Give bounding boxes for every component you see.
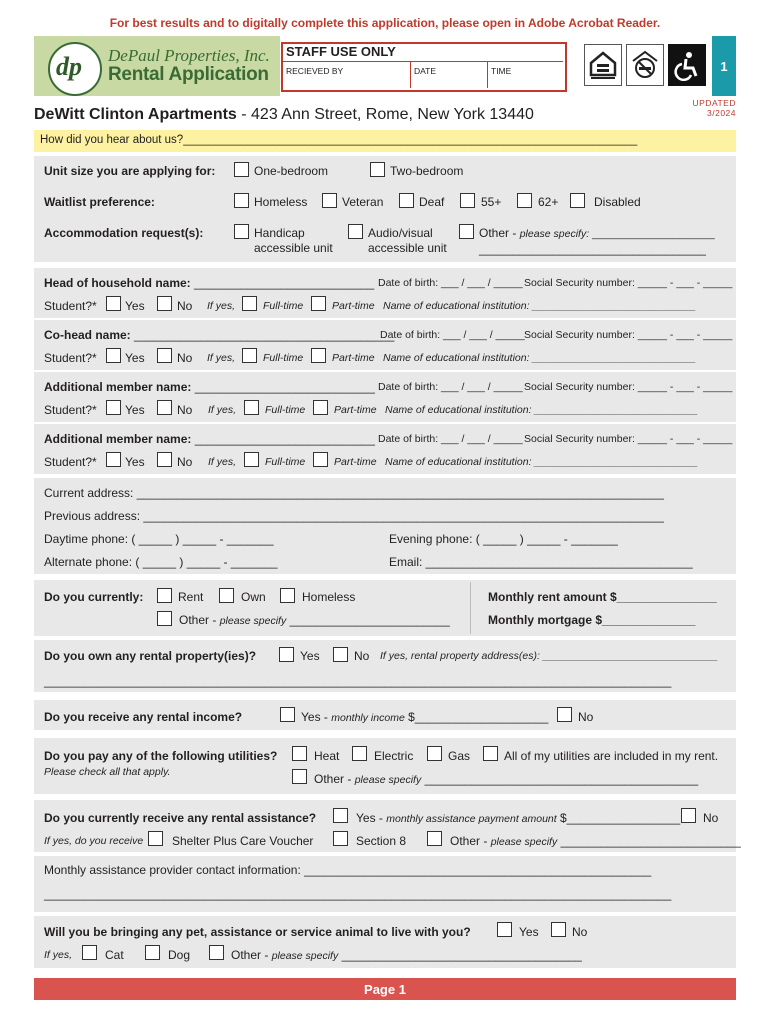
hear-about-field[interactable]: How did you hear about us?_______________________________________________________________________ bbox=[40, 134, 638, 146]
one-bedroom-label: One-bedroom bbox=[254, 164, 329, 178]
fulltime-label: Full-time bbox=[263, 352, 304, 364]
student-label: Student?* bbox=[44, 455, 97, 469]
dob-field[interactable]: Date of birth: ___ / ___ / _____ bbox=[380, 329, 525, 341]
shelter-plus-label: Shelter Plus Care Voucher bbox=[172, 834, 314, 848]
currently-label: Do you currently: bbox=[44, 590, 144, 604]
other-line: ________________________ bbox=[286, 613, 450, 627]
student-no-checkbox[interactable] bbox=[157, 400, 172, 415]
pets-label: Will you be bringing any pet, assistance or service animal to live with you? bbox=[44, 925, 471, 939]
audio-visual-checkbox[interactable] bbox=[348, 224, 363, 239]
dob-field[interactable]: Date of birth: ___ / ___ / _____ bbox=[378, 433, 523, 445]
utilities-instruction: Please check all that apply. bbox=[44, 766, 171, 778]
fulltime-checkbox[interactable] bbox=[244, 452, 259, 467]
student-yes-label: Yes bbox=[125, 403, 145, 417]
member-name-label: Co-head name: bbox=[44, 328, 131, 342]
assistance-yes-line: $_________________ bbox=[556, 811, 681, 825]
fulltime-checkbox[interactable] bbox=[242, 348, 257, 363]
updated-label bbox=[672, 98, 736, 118]
page-footer: Page 1 bbox=[34, 978, 736, 1000]
other-hint: please specify: bbox=[519, 228, 590, 240]
parttime-label: Part-time bbox=[334, 404, 377, 416]
assistance-type-label: If yes, do you receive bbox=[44, 835, 144, 847]
student-no-checkbox[interactable] bbox=[157, 348, 172, 363]
other-hint: please specify bbox=[354, 774, 422, 786]
student-yes-checkbox[interactable] bbox=[106, 452, 121, 467]
electric-checkbox[interactable] bbox=[352, 746, 367, 761]
email-field[interactable]: Email: ________________________________________ bbox=[389, 555, 693, 569]
homeless-waitlist-checkbox[interactable] bbox=[234, 193, 249, 208]
page-number-tab: 1 bbox=[712, 36, 736, 96]
student-yes-label: Yes bbox=[125, 455, 145, 469]
student-no-label: No bbox=[177, 403, 193, 417]
if-yes-label: If yes, bbox=[208, 404, 237, 416]
other-prefix: Other - bbox=[314, 772, 355, 786]
other-line: _____________________ bbox=[589, 228, 715, 240]
assistance-yes-field[interactable] bbox=[356, 811, 680, 825]
other-line: ____________________________________ bbox=[338, 948, 582, 962]
other-line: ___________________________ bbox=[557, 834, 741, 848]
student-no-checkbox[interactable] bbox=[157, 452, 172, 467]
income-yes-line: $____________________ bbox=[404, 710, 549, 724]
student-no-label: No bbox=[177, 299, 193, 313]
accommodation-label: Accommodation request(s): bbox=[44, 226, 204, 240]
deaf-checkbox[interactable] bbox=[399, 193, 414, 208]
other-prefix: Other - bbox=[179, 613, 220, 627]
member-name-field[interactable] bbox=[44, 276, 374, 290]
updated-date: 3/2024 bbox=[707, 108, 736, 118]
student-label: Student?* bbox=[44, 351, 97, 365]
rental-assistance-label: Do you currently receive any rental assistance? bbox=[44, 811, 317, 825]
gas-checkbox[interactable] bbox=[427, 746, 442, 761]
currently-other-field[interactable] bbox=[179, 613, 450, 627]
acrobat-notice: For best results and to digitally complete this application, please open in Adobe Acrobat Reader. bbox=[109, 16, 661, 30]
electric-label: Electric bbox=[374, 749, 414, 763]
handicap-label: Handicap bbox=[254, 226, 305, 240]
property-address-line-2[interactable]: ______________________________________________________________________________________________ bbox=[44, 674, 672, 688]
two-bedroom-checkbox[interactable] bbox=[370, 162, 385, 177]
member-name-line: _______________________________________ bbox=[130, 328, 395, 342]
school-field[interactable]: Name of educational institution: ____________________________ bbox=[385, 404, 698, 416]
pets-yes-label: Yes bbox=[519, 925, 539, 939]
one-bedroom-checkbox[interactable] bbox=[234, 162, 249, 177]
rental-income-label: Do you receive any rental income? bbox=[44, 710, 243, 724]
gas-label: Gas bbox=[448, 749, 471, 763]
accessibility-icon bbox=[668, 44, 706, 86]
staff-divider-v2 bbox=[487, 62, 488, 88]
other-prefix: Other - bbox=[231, 948, 272, 962]
evening-phone-field[interactable]: Evening phone: ( _____ ) _____ - _______ bbox=[389, 532, 618, 546]
previous-address-field[interactable]: Previous address: ______________________________________________________________________________ bbox=[44, 509, 664, 523]
income-no-label: No bbox=[578, 710, 594, 724]
homeless-label: Homeless bbox=[302, 590, 356, 604]
heat-label: Heat bbox=[314, 749, 340, 763]
dog-checkbox[interactable] bbox=[145, 945, 160, 960]
shelter-plus-checkbox[interactable] bbox=[148, 831, 163, 846]
accommodation-other-line-2[interactable]: __________________________________ bbox=[479, 242, 706, 256]
member-name-field[interactable] bbox=[44, 328, 394, 342]
assistance-no-checkbox[interactable] bbox=[681, 808, 696, 823]
housing-divider bbox=[470, 582, 471, 634]
property-address-line: ______________________________ bbox=[539, 650, 719, 662]
other-prefix: Other - bbox=[479, 226, 520, 240]
member-name-label: Additional member name: bbox=[44, 380, 192, 394]
rent-checkbox[interactable] bbox=[157, 588, 172, 603]
property-no-checkbox[interactable] bbox=[333, 647, 348, 662]
provider-contact-line-2[interactable]: ______________________________________________________________________________________________ bbox=[44, 887, 672, 901]
income-yes-hint: monthly income bbox=[331, 712, 405, 724]
audio-visual-label-2: accessible unit bbox=[368, 241, 447, 255]
cat-checkbox[interactable] bbox=[82, 945, 97, 960]
pets-other-field[interactable] bbox=[231, 948, 582, 962]
deaf-label: Deaf bbox=[419, 195, 445, 209]
dob-field[interactable]: Date of birth: ___ / ___ / _____ bbox=[378, 277, 523, 289]
property-no-label: No bbox=[354, 649, 370, 663]
ssn-field[interactable]: Social Security number: _____ - ___ - _____ bbox=[524, 433, 733, 445]
received-by-label: RECIEVED BY bbox=[286, 66, 344, 76]
provider-contact-field[interactable]: Monthly assistance provider contact information: ____________________________________________________ bbox=[44, 863, 652, 877]
student-no-label: No bbox=[177, 455, 193, 469]
staff-divider-v1 bbox=[410, 62, 411, 88]
student-no-checkbox[interactable] bbox=[157, 296, 172, 311]
pets-yes-checkbox[interactable] bbox=[497, 922, 512, 937]
utilities-label: Do you pay any of the following utilities? bbox=[44, 749, 278, 763]
pets-other-checkbox[interactable] bbox=[209, 945, 224, 960]
handicap-label-2: accessible unit bbox=[254, 241, 333, 255]
ssn-field[interactable]: Social Security number: _____ - ___ - _____ bbox=[524, 381, 733, 393]
member-name-field[interactable] bbox=[44, 432, 375, 446]
parttime-checkbox[interactable] bbox=[311, 296, 326, 311]
heat-checkbox[interactable] bbox=[292, 746, 307, 761]
if-yes-label: If yes, bbox=[207, 352, 236, 364]
all-included-label: All of my utilities are included in my rent. bbox=[504, 749, 719, 763]
company-name: DePaul Properties, Inc. bbox=[108, 46, 270, 65]
member-name-label: Additional member name: bbox=[44, 432, 192, 446]
accommodation-other-checkbox[interactable] bbox=[459, 224, 474, 239]
rent-label: Rent bbox=[178, 590, 204, 604]
own-checkbox[interactable] bbox=[219, 588, 234, 603]
staff-divider bbox=[283, 61, 563, 62]
school-field[interactable]: Name of educational institution: ____________________________ bbox=[383, 352, 696, 364]
dob-field[interactable]: Date of birth: ___ / ___ / _____ bbox=[378, 381, 523, 393]
fulltime-label: Full-time bbox=[263, 300, 304, 312]
other-hint: please specify bbox=[271, 950, 339, 962]
member-name-line: ___________________________ bbox=[191, 380, 375, 394]
student-yes-checkbox[interactable] bbox=[106, 400, 121, 415]
alternate-phone-field[interactable]: Alternate phone: ( _____ ) _____ - _______ bbox=[44, 555, 278, 569]
all-included-checkbox[interactable] bbox=[483, 746, 498, 761]
cat-label: Cat bbox=[105, 948, 124, 962]
property-address-field[interactable] bbox=[380, 650, 718, 662]
accommodation-other-field[interactable] bbox=[479, 226, 715, 240]
veteran-label: Veteran bbox=[342, 195, 384, 209]
pets-no-label: No bbox=[572, 925, 588, 939]
student-yes-checkbox[interactable] bbox=[106, 296, 121, 311]
monthly-mortgage-field[interactable]: Monthly mortgage $______________ bbox=[488, 613, 696, 627]
section-8-label: Section 8 bbox=[356, 834, 407, 848]
section-8-checkbox[interactable] bbox=[333, 831, 348, 846]
age-55-label: 55+ bbox=[481, 195, 502, 209]
parttime-checkbox[interactable] bbox=[311, 348, 326, 363]
no-smoking-icon bbox=[626, 44, 664, 86]
waitlist-label: Waitlist preference: bbox=[44, 195, 155, 209]
other-hint: please specify bbox=[219, 615, 287, 627]
property-address-hint: If yes, rental property address(es): bbox=[380, 650, 540, 662]
income-yes-prefix: Yes - bbox=[301, 710, 332, 724]
ssn-field[interactable]: Social Security number: _____ - ___ - _____ bbox=[524, 329, 733, 341]
other-hint: please specify bbox=[490, 836, 558, 848]
veteran-checkbox[interactable] bbox=[322, 193, 337, 208]
member-name-line: ___________________________ bbox=[190, 276, 375, 290]
staff-use-title: STAFF USE ONLY bbox=[286, 44, 396, 59]
own-label: Own bbox=[241, 590, 266, 604]
parttime-label: Part-time bbox=[332, 300, 375, 312]
assistance-yes-prefix: Yes - bbox=[356, 811, 387, 825]
rental-property-label: Do you own any rental property(ies)? bbox=[44, 649, 257, 663]
other-line: _________________________________________ bbox=[421, 772, 699, 786]
student-no-label: No bbox=[177, 351, 193, 365]
income-yes-checkbox[interactable] bbox=[280, 707, 295, 722]
logo-lettering: dp bbox=[56, 52, 82, 81]
student-label: Student?* bbox=[44, 403, 97, 417]
member-name-label: Head of household name: bbox=[44, 276, 191, 290]
income-no-checkbox[interactable] bbox=[557, 707, 572, 722]
student-yes-label: Yes bbox=[125, 351, 145, 365]
property-address: - 423 Ann Street, Rome, New York 13440 bbox=[236, 106, 534, 123]
time-label: TIME bbox=[491, 66, 512, 76]
equal-housing-icon bbox=[584, 44, 622, 86]
current-address-field[interactable]: Current address: _______________________________________________________________________________ bbox=[44, 486, 664, 500]
assistance-yes-hint: monthly assistance payment amount bbox=[386, 813, 557, 825]
currently-other-checkbox[interactable] bbox=[157, 611, 172, 626]
property-heading bbox=[34, 106, 534, 124]
income-yes-field[interactable] bbox=[301, 710, 548, 724]
utilities-other-checkbox[interactable] bbox=[292, 769, 307, 784]
assistance-other-checkbox[interactable] bbox=[427, 831, 442, 846]
student-yes-checkbox[interactable] bbox=[106, 348, 121, 363]
disabled-checkbox[interactable] bbox=[570, 193, 585, 208]
fulltime-label: Full-time bbox=[265, 404, 306, 416]
fulltime-checkbox[interactable] bbox=[242, 296, 257, 311]
age-62-label: 62+ bbox=[538, 195, 559, 209]
property-name: DeWitt Clinton Apartments bbox=[34, 106, 237, 123]
parttime-label: Part-time bbox=[332, 352, 375, 364]
housing-status-section bbox=[34, 580, 736, 636]
school-field[interactable]: Name of educational institution: ____________________________ bbox=[385, 456, 698, 468]
daytime-phone-field[interactable]: Daytime phone: ( _____ ) _____ - _______ bbox=[44, 532, 274, 546]
student-label: Student?* bbox=[44, 299, 97, 313]
school-field[interactable]: Name of educational institution: ____________________________ bbox=[383, 300, 696, 312]
fulltime-checkbox[interactable] bbox=[244, 400, 259, 415]
member-name-line: ___________________________ bbox=[191, 432, 375, 446]
member-name-field[interactable] bbox=[44, 380, 375, 394]
age-55-checkbox[interactable] bbox=[460, 193, 475, 208]
property-yes-checkbox[interactable] bbox=[279, 647, 294, 662]
pets-no-checkbox[interactable] bbox=[551, 922, 566, 937]
if-yes-label: If yes, bbox=[207, 300, 236, 312]
parttime-checkbox[interactable] bbox=[313, 400, 328, 415]
two-bedroom-label: Two-bedroom bbox=[390, 164, 464, 178]
disabled-label: Disabled bbox=[594, 195, 641, 209]
dog-label: Dog bbox=[168, 948, 191, 962]
property-yes-label: Yes bbox=[300, 649, 320, 663]
form-title: Rental Application bbox=[108, 64, 269, 85]
other-prefix: Other - bbox=[450, 834, 491, 848]
fulltime-label: Full-time bbox=[265, 456, 306, 468]
pets-if-yes-label: If yes, bbox=[44, 949, 73, 961]
utilities-other-field[interactable] bbox=[314, 772, 698, 786]
monthly-rent-field[interactable]: Monthly rent amount $_______________ bbox=[488, 590, 717, 604]
parttime-checkbox[interactable] bbox=[313, 452, 328, 467]
date-label: DATE bbox=[414, 66, 437, 76]
ssn-field[interactable]: Social Security number: _____ - ___ - _____ bbox=[524, 277, 733, 289]
assistance-yes-checkbox[interactable] bbox=[333, 808, 348, 823]
homeless-waitlist-label: Homeless bbox=[254, 195, 308, 209]
homeless-checkbox[interactable] bbox=[280, 588, 295, 603]
student-yes-label: Yes bbox=[125, 299, 145, 313]
assistance-other-field[interactable] bbox=[450, 834, 741, 848]
audio-visual-label: Audio/visual bbox=[368, 226, 433, 240]
updated-label-text: UPDATED bbox=[692, 98, 736, 108]
handicap-unit-checkbox[interactable] bbox=[234, 224, 249, 239]
age-62-checkbox[interactable] bbox=[517, 193, 532, 208]
if-yes-label: If yes, bbox=[208, 456, 237, 468]
assistance-no-label: No bbox=[703, 811, 719, 825]
unit-size-label: Unit size you are applying for: bbox=[44, 164, 216, 178]
parttime-label: Part-time bbox=[334, 456, 377, 468]
